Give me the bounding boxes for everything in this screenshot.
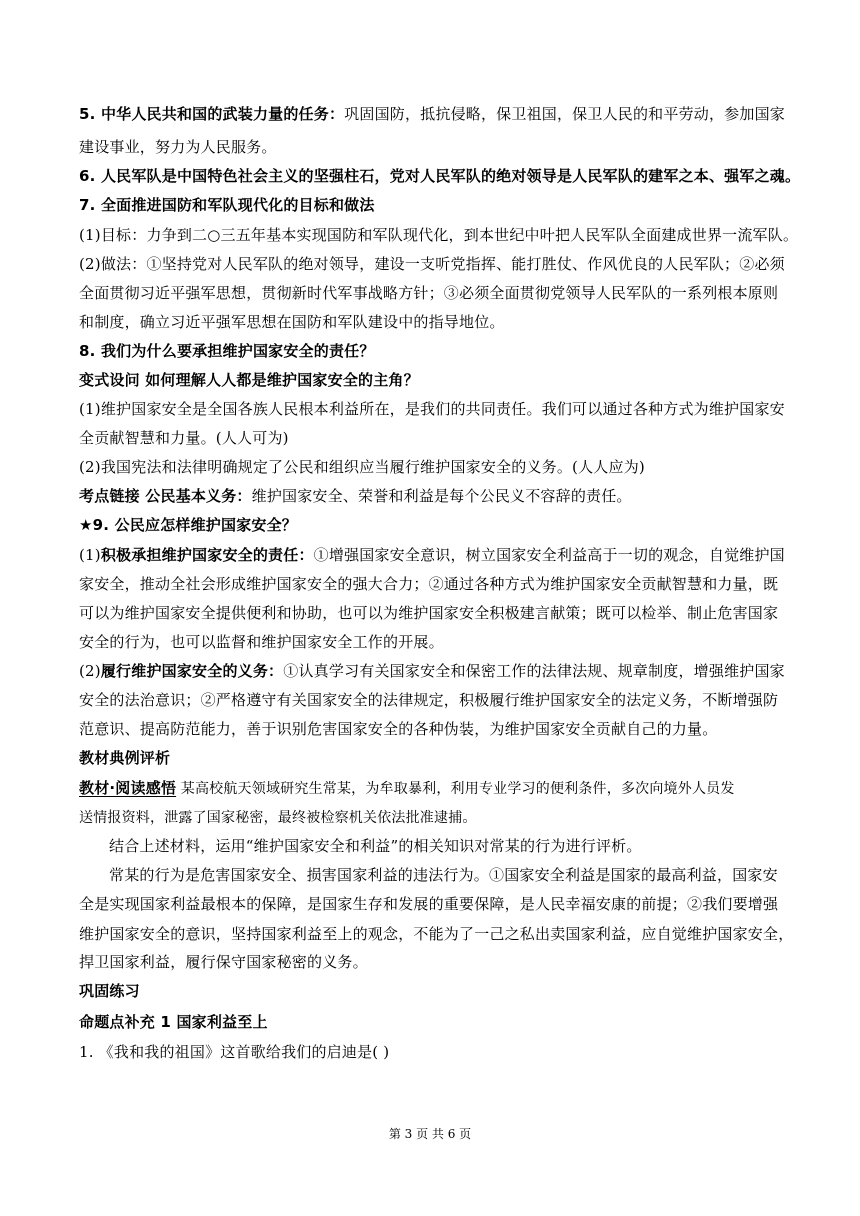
text-line	[79, 803, 477, 833]
line-text: 常某的行为是危害国家安全、损害国家利益的违法行为。①国家安全利益是国家的最高利益，国家安	[109, 866, 778, 884]
text-line	[79, 570, 778, 599]
line-text: 范意识、提高防范能力，善于识别危害国家安全的各种伪装，为维护国家安全贡献自己的力量。	[79, 720, 718, 738]
text-line	[79, 395, 785, 424]
text-line	[79, 1008, 268, 1037]
text-line	[79, 162, 800, 191]
line-bold: 6. 人民军队是中国特色社会主义的坚强柱石，党对人民军队的绝对领导是人民军队的建军之本、强军之魂。	[79, 167, 801, 185]
text-line	[79, 948, 368, 977]
text-line	[79, 774, 735, 804]
text-line	[79, 250, 785, 279]
line-text: (2)我国宪法和法律明确规定了公民和组织应当履行维护国家安全的义务。(人人应为)	[79, 458, 645, 476]
line-bold: 履行维护国家安全的义务：	[100, 662, 284, 680]
text-line	[79, 1038, 389, 1067]
line-bold: 7. 全面推进国防和军队现代化的目标和做法	[79, 196, 375, 214]
line-bold: 变式设问 如何理解人人都是维护国家安全的主角？	[79, 371, 419, 389]
line-text: 建设事业，努力为人民服务。	[79, 138, 277, 156]
text-line	[79, 133, 277, 162]
line-text: ①增强国家安全意识，树立国家安全利益高于一切的观念，自觉维护国	[313, 546, 785, 564]
line-text: 家安全，推动全社会形成维护国家安全的强大合力；②通过各种方式为维护国家安全贡献智慧和力量，既	[79, 575, 779, 593]
line-boldul: 教材·阅读感悟	[79, 779, 177, 797]
line-bold: 积极承担维护国家安全的责任：	[100, 546, 314, 564]
text-line	[79, 977, 140, 1006]
line-bold: 教材典例评析	[79, 749, 171, 767]
line-bold: 考点链接 公民基本义务：	[79, 487, 252, 505]
text-line	[79, 920, 793, 949]
line-bold: 巩固练习	[79, 982, 140, 1000]
line-bold: 命题点补充 1 国家利益至上	[79, 1013, 268, 1031]
line-text: 和制度，确立习近平强军思想在国防和军队建设中的指导地位。	[79, 313, 505, 331]
line-kai: 某高校航天领域研究生常某，为牟取暴利，利用专业学习的便利条件，多次向境外人员发	[176, 781, 735, 797]
text-line	[79, 686, 778, 715]
text-line	[79, 308, 505, 337]
text-line	[79, 100, 785, 129]
line-text: (1)目标：力争到二○三五年基本实现国防和军队现代化，到本世纪中叶把人民军队全面建成世界一流军队。	[79, 226, 799, 244]
text-line	[79, 715, 717, 744]
line-text: 维护国家安全的意识，坚持国家利益至上的观念，不能为了一己之私出卖国家利益，应自觉维护国家安全，	[79, 925, 794, 943]
line-pre: (2)	[79, 662, 101, 680]
text-line	[79, 541, 785, 570]
line-kai: 送情报资料，泄露了国家秘密，最终被检察机关依法批准逮捕。	[79, 810, 477, 826]
line-text: 可以为维护国家安全提供便利和协助，也可以为维护国家安全积极建言献策；既可以检举、制止危害国家	[79, 604, 779, 622]
text-line	[79, 221, 798, 250]
line-bold: 5. 中华人民共和国的武装力量的任务：	[79, 105, 345, 123]
line-text: 全是实现国家利益最根本的保障，是国家生存和发展的重要保障，是人民幸福安康的前提；②我们要增强	[79, 895, 779, 913]
text-line	[79, 366, 419, 395]
line-bold: 8. 我们为什么要承担维护国家安全的责任？	[79, 342, 375, 360]
line-text: 1. 《我和我的祖国》这首歌给我们的启迪是( )	[79, 1043, 390, 1061]
text-line	[79, 628, 444, 657]
text-line	[79, 482, 632, 511]
text-line	[79, 599, 778, 628]
text-line	[79, 424, 289, 453]
line-bold: ★9. 公民应怎样维护国家安全？	[79, 516, 298, 534]
page-footer: 第 3 页 共 6 页	[388, 1127, 472, 1141]
line-text: (2)做法：①坚持党对人民军队的绝对领导，建设一支听党指挥、能打胜仗、作风优良的人民军队；②必须	[79, 255, 785, 273]
text-line	[79, 279, 778, 308]
text-line	[79, 337, 375, 366]
line-text: 结合上述材料，运用“维护国家安全和利益”的相关知识对常某的行为进行评析。	[109, 837, 642, 855]
text-line	[79, 890, 778, 919]
line-text: 安全的行为，也可以监督和维护国家安全工作的开展。	[79, 633, 444, 651]
line-text: 安全的法治意识；②严格遵守有关国家安全的法律规定，积极履行维护国家安全的法定义务，不断增强防	[79, 691, 779, 709]
line-text: 全贡献智慧和力量。(人人可为)	[79, 429, 289, 447]
line-text: ①认真学习有关国家安全和保密工作的法律法规、规章制度，增强维护国家	[283, 662, 785, 680]
text-line	[79, 511, 297, 540]
text-line	[79, 191, 375, 220]
text-line	[79, 744, 170, 773]
text-line	[79, 832, 642, 861]
text-line	[79, 861, 778, 890]
line-text: 全面贯彻习近平强军思想，贯彻新时代军事战略方针；③必须全面贯彻党领导人民军队的一系列根本原则	[79, 284, 779, 302]
line-text: (1)维护国家安全是全国各族人民根本利益所在，是我们的共同责任。我们可以通过各种方式为维护国家安	[79, 400, 785, 418]
text-line	[79, 657, 785, 686]
line-text: 捍卫国家利益，履行保守国家秘密的义务。	[79, 953, 368, 971]
line-text: 巩固国防，抵抗侵略，保卫祖国，保卫人民的和平劳动，参加国家	[344, 105, 785, 123]
line-text: 维护国家安全、荣誉和利益是每个公民义不容辞的责任。	[251, 487, 632, 505]
text-line	[79, 453, 645, 482]
line-pre: (1)	[79, 546, 101, 564]
